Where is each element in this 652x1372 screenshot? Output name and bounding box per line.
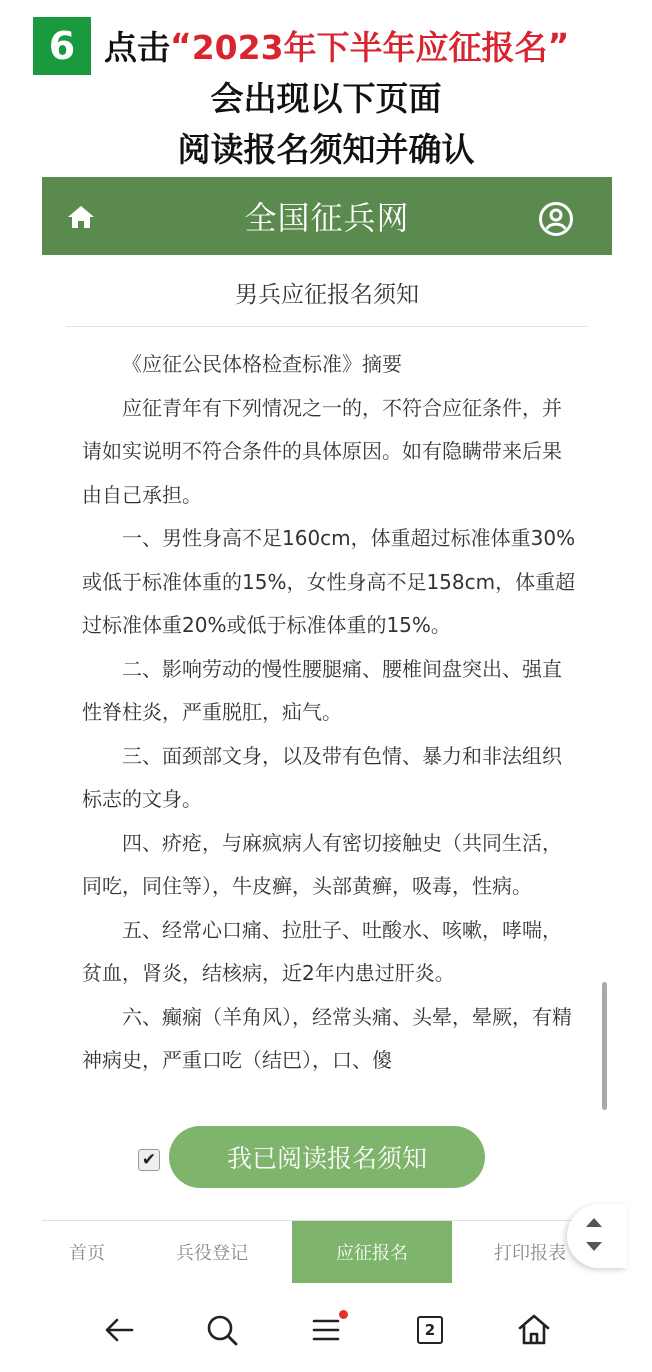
tab-enlistment-signup[interactable]: 应征报名 bbox=[292, 1221, 452, 1283]
instruction-prefix: 点击 bbox=[104, 27, 170, 67]
browser-bottom-bar bbox=[0, 1290, 652, 1372]
arrow-down-icon[interactable] bbox=[586, 1242, 602, 1251]
instruction-line-3: 阅读报名须知并确认 bbox=[177, 130, 475, 169]
scroll-up-down-button[interactable] bbox=[567, 1204, 627, 1268]
tab-military-registration[interactable]: 兵役登记 bbox=[176, 1243, 248, 1264]
confirm-row bbox=[42, 1118, 612, 1208]
bottom-tab-bar bbox=[42, 1220, 612, 1283]
site-header bbox=[42, 177, 612, 255]
arrow-up-icon[interactable] bbox=[586, 1218, 602, 1227]
notice-paragraph: 《应征公民体格检查标准》摘要 bbox=[122, 352, 402, 376]
instruction-line-1 bbox=[104, 20, 569, 70]
tab-print-report[interactable]: 打印报表 bbox=[494, 1243, 566, 1264]
instruction-highlight: 2023年下半年应征报名 bbox=[191, 27, 548, 67]
read-confirm-checkbox[interactable]: ✔ bbox=[138, 1149, 160, 1171]
user-profile-icon[interactable] bbox=[538, 201, 574, 237]
instruction-quote-open: “ bbox=[170, 25, 192, 65]
tab-home[interactable]: 首页 bbox=[69, 1243, 105, 1264]
notice-paragraph: 一、男性身高不足160cm，体重超过标准体重30%或低于标准体重的15%，女性身高不足158cm，体重超过标准体重20%或低于标准体重的15%。 bbox=[82, 526, 576, 637]
browser-home-icon[interactable] bbox=[512, 1308, 556, 1352]
search-icon[interactable] bbox=[200, 1308, 244, 1352]
instruction-line-2: 会出现以下页面 bbox=[210, 79, 442, 118]
confirm-read-button[interactable]: 我已阅读报名须知 bbox=[169, 1126, 485, 1188]
notice-paragraph: 三、面颈部文身，以及带有色情、暴力和非法组织标志的文身。 bbox=[82, 743, 562, 811]
notice-paragraph: 六、癫痫（羊角风），经常头痛、头晕，晕厥，有精神病史，严重口吃（结巴），口、傻 bbox=[82, 1004, 572, 1072]
back-arrow-icon[interactable] bbox=[98, 1308, 142, 1352]
notification-dot bbox=[339, 1310, 348, 1319]
notice-paragraph: 五、经常心口痛、拉肚子、吐酸水、咳嗽，哮喘，贫血，肾炎，结核病，近2年内患过肝炎。 bbox=[82, 917, 562, 985]
instruction-quote-close: ” bbox=[547, 25, 570, 65]
menu-button[interactable] bbox=[304, 1308, 348, 1352]
notice-paragraph: 二、影响劳动的慢性腰腿痛、腰椎间盘突出、强直性脊柱炎，严重脱肛，疝气。 bbox=[82, 656, 562, 724]
notice-title: 男兵应征报名须知 bbox=[235, 281, 419, 308]
notice-paragraph: 应征青年有下列情况之一的，不符合应征条件，并请如实说明不符合条件的具体原因。如有隐瞒带来后果由自己承担。 bbox=[82, 395, 562, 507]
divider bbox=[66, 326, 588, 327]
site-title: 全国征兵网 bbox=[244, 199, 410, 237]
content-scrollbar[interactable] bbox=[602, 982, 607, 1110]
notice-paragraph: 四、疥疮，与麻疯病人有密切接触史（共同生活，同吃，同住等），牛皮癣，头部黄癣，吸毒，性病。 bbox=[82, 830, 562, 898]
step-number-badge: 6 bbox=[33, 17, 91, 75]
tabs-count-icon: 2 bbox=[417, 1316, 443, 1344]
notice-content[interactable] bbox=[82, 343, 578, 1111]
tabs-switcher-button[interactable] bbox=[408, 1308, 452, 1352]
